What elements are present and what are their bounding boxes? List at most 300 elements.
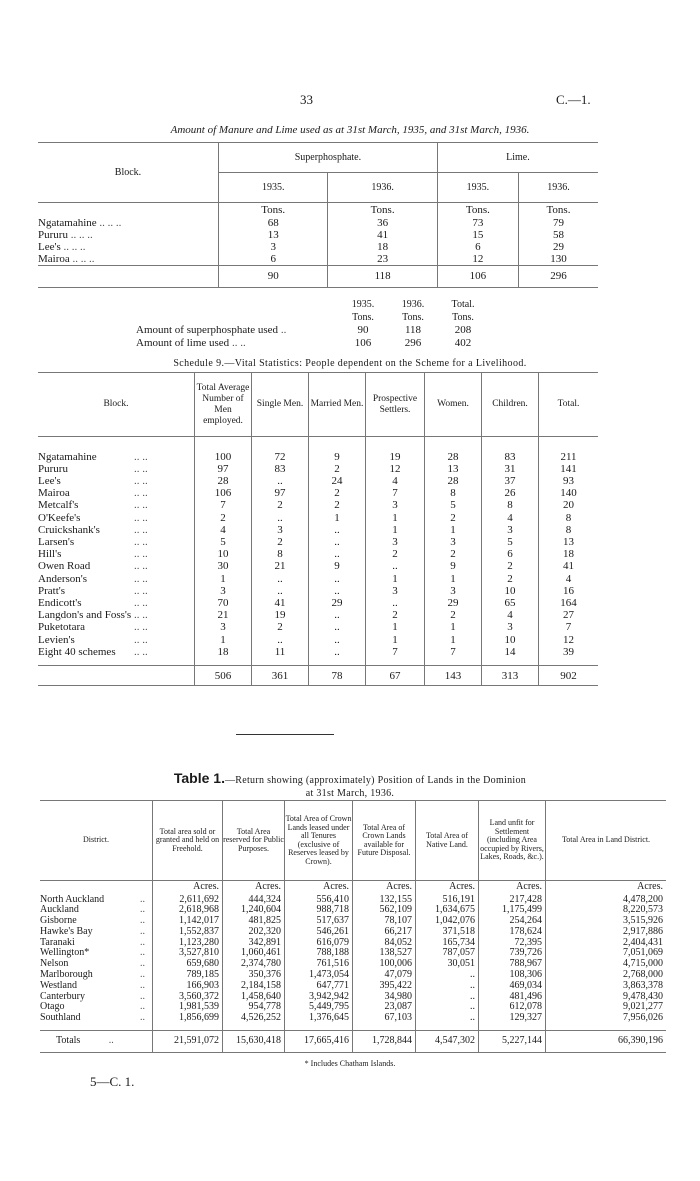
cell: .. (366, 560, 425, 572)
cell: 132,155 (353, 895, 416, 906)
cell: 3 (252, 524, 309, 536)
cell: 83 (482, 451, 539, 463)
cell: 516,191 (416, 895, 479, 906)
cell: 612,078 (479, 1002, 546, 1013)
cell: 100,006 (353, 959, 416, 970)
cell: 4 (366, 475, 425, 487)
cell: 9 (309, 451, 366, 463)
cell: 166,903 (153, 981, 223, 992)
cell: 787,057 (416, 948, 479, 959)
row-label: Wellington* .. (40, 947, 145, 959)
cell: 7 (539, 621, 599, 633)
cell: 1,376,645 (285, 1013, 353, 1024)
cell: 217,428 (479, 895, 546, 906)
unit-label: Tons. (219, 203, 328, 217)
table-row (38, 253, 598, 266)
cell: .. (309, 621, 366, 633)
cell: 1,473,054 (285, 970, 353, 981)
row-label: Nelson .. (40, 958, 145, 970)
table-row (40, 959, 666, 970)
cell: 395,422 (353, 981, 416, 992)
cell: 2 (252, 499, 309, 511)
row-label: Otago .. (40, 1001, 145, 1013)
unit-label: Acres. (285, 881, 353, 895)
table-row (40, 895, 666, 906)
table-row (38, 512, 598, 524)
cell: 15 (437, 229, 518, 241)
cell: 3 (366, 536, 425, 548)
summary-header: Total. (451, 299, 475, 310)
total-cell: 143 (425, 666, 482, 686)
cell: 11 (252, 646, 309, 658)
cell: 29 (518, 241, 598, 253)
table-row (38, 585, 598, 597)
cell: 7,051,069 (546, 948, 667, 959)
cell: 130 (518, 253, 598, 266)
cell: 67,103 (353, 1013, 416, 1024)
cell: 12 (539, 634, 599, 646)
unit-label: Tons. (518, 203, 598, 217)
cell: 2,374,780 (223, 959, 285, 970)
cell: 66,217 (353, 927, 416, 938)
cell: 761,516 (285, 959, 353, 970)
title-line: —Return showing (approximately) Position of Lands in the Dominion (224, 775, 527, 786)
column-header: Land unfit for Settlement (including Area occupied by Rivers, Lakes, Roads, &c.). (479, 801, 546, 881)
table-row (40, 905, 666, 916)
table-row (38, 499, 598, 511)
cell: 78,107 (353, 916, 416, 927)
cell: 118 (404, 324, 422, 336)
cell: 562,109 (353, 905, 416, 916)
cell: 2 (309, 463, 366, 475)
column-header: District. (40, 801, 153, 881)
cell: 2 (425, 609, 482, 621)
row-label: Hill's .. .. (38, 548, 148, 561)
row-label: Hawke's Bay .. (40, 925, 145, 937)
cell: 10 (482, 634, 539, 646)
cell: 4 (195, 524, 252, 536)
cell: 2 (195, 512, 252, 524)
cell: 90 (357, 324, 369, 336)
column-header: Total Average Number of Men employed. (195, 373, 252, 437)
cell: 342,891 (223, 938, 285, 949)
cell: 1 (425, 524, 482, 536)
cell: 2,404,431 (546, 938, 667, 949)
table-label: Table 1. (173, 770, 225, 786)
cell: 19 (366, 451, 425, 463)
row-label: Pratt's .. .. (38, 584, 148, 597)
cell: 72 (252, 451, 309, 463)
table-row (38, 634, 598, 646)
row-label: North Auckland .. (40, 893, 145, 905)
cell: 9,478,430 (546, 992, 667, 1003)
footnote: * Includes Chatham Islands. (304, 1059, 396, 1068)
table-row (38, 241, 598, 253)
cell: 83 (252, 463, 309, 475)
cell: 28 (425, 475, 482, 487)
summary-unit: Tons. (452, 312, 474, 323)
total-cell: 4,547,302 (416, 1030, 479, 1052)
cell: .. (416, 1013, 479, 1024)
cell: 208 (454, 324, 472, 336)
table-row (38, 217, 598, 229)
row-label: Lee's .. .. .. (38, 240, 86, 253)
cell: 556,410 (285, 895, 353, 906)
cell: 1 (366, 634, 425, 646)
vital-statistics-title: Schedule 9.—Vital Statistics: People dependent on the Scheme for a Livelihood. (173, 358, 527, 369)
cell: 988,718 (285, 905, 353, 916)
cell: 1,552,837 (153, 927, 223, 938)
cell: 29 (425, 597, 482, 609)
cell: .. (309, 536, 366, 548)
page-number: 33 (300, 92, 313, 107)
cell: 2 (366, 609, 425, 621)
cell: 3 (482, 524, 539, 536)
cell: 30 (195, 560, 252, 572)
cell: 18 (539, 548, 599, 560)
column-header-year: 1936. (518, 173, 598, 203)
cell: 2 (425, 512, 482, 524)
table-row (40, 927, 666, 938)
cell: 6 (482, 548, 539, 560)
unit-label: Acres. (416, 881, 479, 895)
cell: 1 (425, 621, 482, 633)
table-row (38, 524, 598, 536)
cell: 108,306 (479, 970, 546, 981)
cell: 3,515,926 (546, 916, 667, 927)
cell: 9 (425, 560, 482, 572)
cell: 1 (366, 512, 425, 524)
row-label: Langdon's and Foss's .. .. (38, 609, 148, 622)
cell: 79 (518, 217, 598, 229)
cell: 37 (482, 475, 539, 487)
cell: 30,051 (416, 959, 479, 970)
cell: .. (252, 475, 309, 487)
cell: 202,320 (223, 927, 285, 938)
table-row (38, 475, 598, 487)
cell: 4,715,000 (546, 959, 667, 970)
cell: .. (416, 970, 479, 981)
cell: 19 (252, 609, 309, 621)
cell: 18 (195, 646, 252, 658)
totals-row: Totals .. 21,591,072 15,630,418 17,665,416 1,728,844 4,547,302 5,227,144 66,390,196 (40, 1030, 666, 1052)
cell: 788,188 (285, 948, 353, 959)
cell: 3 (366, 499, 425, 511)
cell: 141 (539, 463, 599, 475)
cell: 659,680 (153, 959, 223, 970)
table-row (40, 992, 666, 1003)
cell: 13 (219, 229, 328, 241)
row-label: Ngatamahine .. .. .. (38, 216, 122, 229)
cell: 1,240,604 (223, 905, 285, 916)
cell: 5,449,795 (285, 1002, 353, 1013)
table-row (38, 621, 598, 633)
lands-table-title (0, 772, 700, 800)
row-label: Canterbury .. (40, 990, 145, 1002)
cell: 106 (354, 337, 372, 349)
row-label: Anderson's .. .. (38, 572, 148, 585)
cell: 14 (482, 646, 539, 658)
manure-summary (38, 298, 598, 350)
cell: 13 (539, 536, 599, 548)
summary-header: 1935. (351, 299, 375, 310)
total-cell: 5,227,144 (479, 1030, 546, 1052)
column-header-year: 1936. (328, 173, 437, 203)
cell: 1,060,461 (223, 948, 285, 959)
table-row (40, 1013, 666, 1024)
table-row (38, 451, 598, 463)
cell: .. (309, 524, 366, 536)
column-header-superphosphate: Superphosphate. (219, 143, 438, 173)
summary-label: Amount of lime used (136, 337, 230, 349)
cell: .. (309, 646, 366, 658)
summary-row: Amount of superphosphate used .. 90 118 208 (38, 324, 598, 337)
total-cell: 118 (328, 265, 437, 287)
table-row (38, 609, 598, 621)
table-row (40, 938, 666, 949)
table-row (38, 229, 598, 241)
cell: 546,261 (285, 927, 353, 938)
cell: 138,527 (353, 948, 416, 959)
cell: 211 (539, 451, 599, 463)
table-row (38, 597, 598, 609)
cell: 47,079 (353, 970, 416, 981)
cell: 21 (252, 560, 309, 572)
cell: 1 (425, 573, 482, 585)
total-cell: 21,591,072 (153, 1030, 223, 1052)
total-cell: 17,665,416 (285, 1030, 353, 1052)
cell: 6 (219, 253, 328, 266)
summary-header: 1936. (401, 299, 425, 310)
totals-row (38, 265, 598, 287)
column-header-block: Block. (38, 143, 219, 203)
cell: 3 (195, 585, 252, 597)
table-row (38, 548, 598, 560)
cell: .. (309, 585, 366, 597)
cell: 7 (366, 487, 425, 499)
total-cell: 296 (518, 265, 598, 287)
cell: 9 (309, 560, 366, 572)
cell: .. (252, 573, 309, 585)
cell: .. (416, 981, 479, 992)
cell: 1 (366, 524, 425, 536)
total-cell: 361 (252, 666, 309, 686)
total-cell: 78 (309, 666, 366, 686)
cell: 12 (366, 463, 425, 475)
row-label: Puketotara .. .. (38, 621, 148, 634)
total-cell: 90 (219, 265, 328, 287)
cell: 6 (437, 241, 518, 253)
cell: .. (416, 992, 479, 1003)
cell: 254,264 (479, 916, 546, 927)
cell: 10 (195, 548, 252, 560)
cell: 3 (366, 585, 425, 597)
total-cell: 313 (482, 666, 539, 686)
table-row (38, 560, 598, 572)
cell: 8 (539, 524, 599, 536)
unit-label: Acres. (223, 881, 285, 895)
column-header: Total area sold or granted and held on Freehold. (153, 801, 223, 881)
cell: .. (252, 512, 309, 524)
cell: 20 (539, 499, 599, 511)
row-label: Mairoa .. .. .. (38, 252, 95, 265)
cell: 65 (482, 597, 539, 609)
cell: 10 (482, 585, 539, 597)
cell: 3,863,378 (546, 981, 667, 992)
cell: 21 (195, 609, 252, 621)
cell: 4 (482, 512, 539, 524)
cell: 129,327 (479, 1013, 546, 1024)
cell: 5 (425, 499, 482, 511)
section-divider (236, 734, 334, 735)
row-label: Levien's .. .. (38, 633, 148, 646)
row-label: Owen Road .. .. (38, 560, 148, 573)
cell: 2,768,000 (546, 970, 667, 981)
column-header: Total Area in Land District. (546, 801, 667, 881)
totals-label: Totals (56, 1034, 81, 1046)
column-header: Total Area reserved for Public Purposes. (223, 801, 285, 881)
column-header: Total Area of Crown Lands leased under all Tenures (exclusive of Reserves leased by Crown). (285, 801, 353, 881)
column-header-year: 1935. (219, 173, 328, 203)
column-header: Women. (425, 373, 482, 437)
cell: 7 (366, 646, 425, 658)
cell: 7 (195, 499, 252, 511)
manure-table-title: Amount of Manure and Lime used as at 31st March, 1935, and 31st March, 1936. (170, 124, 530, 136)
cell: 178,624 (479, 927, 546, 938)
cell: 106 (195, 487, 252, 499)
cell: 16 (539, 585, 599, 597)
cell: 72,395 (479, 938, 546, 949)
row-label: Endicott's .. .. (38, 596, 148, 609)
cell: 1,634,675 (416, 905, 479, 916)
total-cell: 506 (195, 666, 252, 686)
cell: 1,981,539 (153, 1002, 223, 1013)
cell: 8 (539, 512, 599, 524)
cell: 164 (539, 597, 599, 609)
row-label: Cruickshank's .. .. (38, 523, 148, 536)
cell: 3,527,810 (153, 948, 223, 959)
cell: 2 (482, 573, 539, 585)
cell: 3 (425, 536, 482, 548)
row-label: Auckland .. (40, 904, 145, 916)
column-header: Total. (539, 373, 599, 437)
cell: 371,518 (416, 927, 479, 938)
cell: 7,956,026 (546, 1013, 667, 1024)
cell: 481,825 (223, 916, 285, 927)
cell: 3 (482, 621, 539, 633)
unit-label: Acres. (153, 881, 223, 895)
cell: 8 (482, 499, 539, 511)
cell: 1 (366, 621, 425, 633)
row-label: Mairoa .. .. (38, 487, 148, 500)
cell: 1 (309, 512, 366, 524)
unit-label: Tons. (437, 203, 518, 217)
row-label: O'Keefe's .. .. (38, 511, 148, 524)
table-row (38, 573, 598, 585)
row-label: Lee's .. .. (38, 474, 148, 487)
cell: 2 (252, 536, 309, 548)
cell: 8 (425, 487, 482, 499)
cell: 7 (425, 646, 482, 658)
cell: 97 (195, 463, 252, 475)
row-label: Ngatamahine .. .. (38, 450, 148, 463)
cell: 3,560,372 (153, 992, 223, 1003)
cell: 36 (328, 217, 437, 229)
table-row (40, 916, 666, 927)
row-label: Larsen's .. .. (38, 535, 148, 548)
cell: 3,942,942 (285, 992, 353, 1003)
cell: 1,458,640 (223, 992, 285, 1003)
cell: 4 (539, 573, 599, 585)
cell: .. (252, 634, 309, 646)
cell: 4,478,200 (546, 895, 667, 906)
row-label: Marlborough .. (40, 969, 145, 981)
cell: 23,087 (353, 1002, 416, 1013)
unit-label: Acres. (479, 881, 546, 895)
cell: .. (366, 597, 425, 609)
total-cell: 15,630,418 (223, 1030, 285, 1052)
cell: 469,034 (479, 981, 546, 992)
cell: 2 (309, 499, 366, 511)
cell: 1,175,499 (479, 905, 546, 916)
column-header: Prospective Settlers. (366, 373, 425, 437)
cell: 70 (195, 597, 252, 609)
cell: 1,042,076 (416, 916, 479, 927)
cell: 8 (252, 548, 309, 560)
cell: .. (309, 609, 366, 621)
cell: 73 (437, 217, 518, 229)
summary-unit: Tons. (352, 312, 374, 323)
cell: 5 (482, 536, 539, 548)
column-header: Children. (482, 373, 539, 437)
cell: 28 (195, 475, 252, 487)
cell: 41 (539, 560, 599, 572)
cell: 1,856,699 (153, 1013, 223, 1024)
cell: 3 (425, 585, 482, 597)
cell: 1,123,280 (153, 938, 223, 949)
row-label: Southland .. (40, 1012, 145, 1024)
cell: 28 (425, 451, 482, 463)
cell: 41 (252, 597, 309, 609)
table-row (40, 948, 666, 959)
column-header: Single Men. (252, 373, 309, 437)
cell: 27 (539, 609, 599, 621)
table-row (40, 970, 666, 981)
unit-label: Acres. (546, 881, 667, 895)
cell: 788,967 (479, 959, 546, 970)
total-cell: 67 (366, 666, 425, 686)
table-row (38, 463, 598, 475)
cell: 481,496 (479, 992, 546, 1003)
cell: 8,220,573 (546, 905, 667, 916)
row-label: Pururu .. .. (38, 462, 148, 475)
lands-position-table (40, 800, 666, 1053)
cell: 3 (195, 621, 252, 633)
total-cell: 902 (539, 666, 599, 686)
cell: 4,526,252 (223, 1013, 285, 1024)
cell: 18 (328, 241, 437, 253)
cell: 3 (219, 241, 328, 253)
summary-row: Amount of lime used .. .. 106 296 402 (38, 337, 598, 350)
cell: 13 (425, 463, 482, 475)
cell: 1,142,017 (153, 916, 223, 927)
page-signature: 5—C. 1. (90, 1074, 135, 1089)
cell: 93 (539, 475, 599, 487)
cell: 616,079 (285, 938, 353, 949)
manure-lime-table (38, 142, 598, 288)
cell: 39 (539, 646, 599, 658)
cell: .. (309, 573, 366, 585)
